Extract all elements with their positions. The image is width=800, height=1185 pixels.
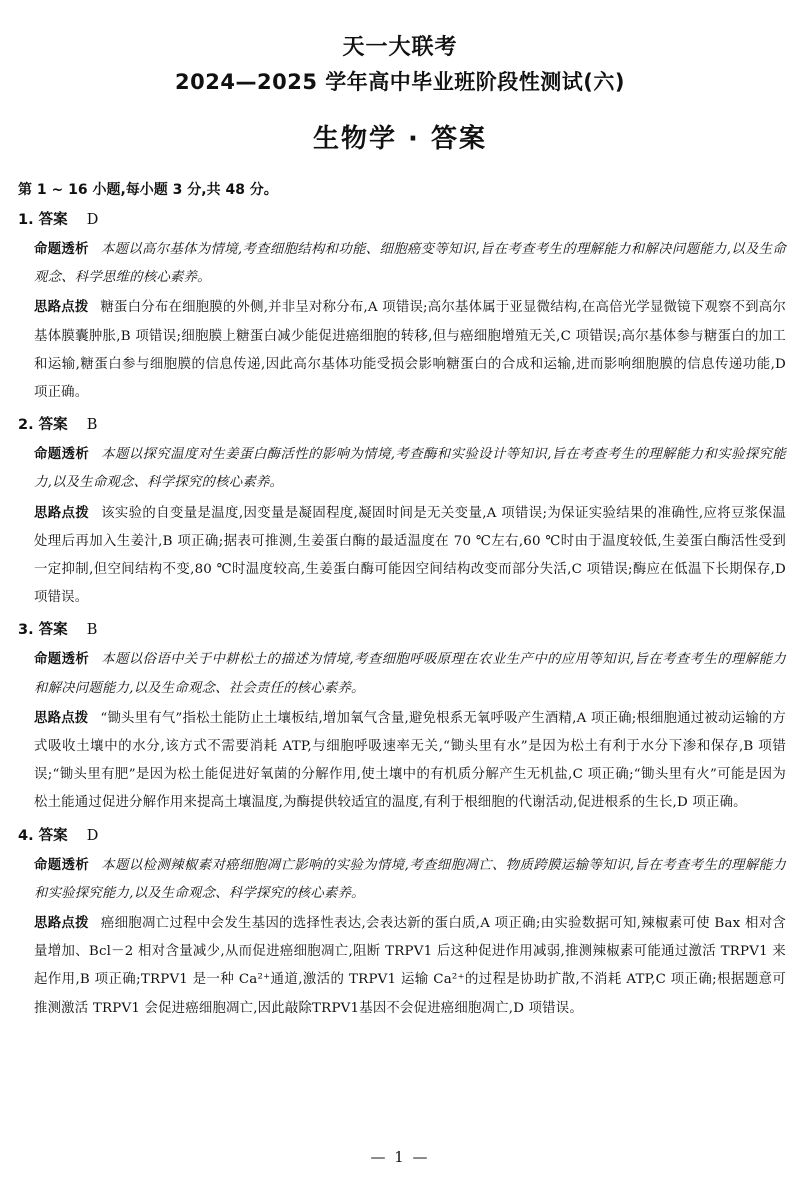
analysis-label: 命题透析 bbox=[34, 652, 90, 668]
analysis-text: 本题以检测辣椒素对癌细胞凋亡影响的实验为情境,考查细胞凋亡、物质跨膜运输等知识,旨在考查考生的理解能力和实验探究能力,以及生命观念、科学探究的核心素养。 bbox=[34, 857, 786, 901]
answer-line bbox=[18, 618, 786, 642]
analysis-paragraph bbox=[18, 852, 786, 908]
question-block-1 bbox=[18, 208, 786, 407]
answer-value: B bbox=[86, 417, 98, 434]
hint-label: 思路点拨 bbox=[34, 710, 89, 726]
answer-value: D bbox=[86, 212, 99, 228]
question-number: 2. bbox=[18, 417, 34, 434]
hint-text: 癌细胞凋亡过程中会发生基因的选择性表达,会表达新的蛋白质,A 项正确;由实验数据可知,辣椒素可使 Bax 相对含量增加、Bcl－2 相对含量减少,从而促进癌细胞凋亡,阻断 TRPV1 后这种促进作用减弱,推测辣椒素可能通过激活 TRPV1 来起作用,B 项正确;TRPV1 是一种 Ca²⁺通道,激活的 TRPV1 运输 Ca²⁺的过程是协助扩散,不消耗 ATP,C 项正确;根据题意可推测激活 TRPV1 会促进癌细胞凋亡,因此敲除TRPV1基因不会促进癌细胞凋亡,D 项错误。 bbox=[34, 916, 786, 1016]
analysis-text: 本题以高尔基体为情境,考查细胞结构和功能、细胞癌变等知识,旨在考查考生的理解能力和解决问题能力,以及生命观念、科学思维的核心素养。 bbox=[34, 242, 786, 286]
hint-label: 思路点拨 bbox=[34, 300, 89, 316]
analysis-label: 命题透析 bbox=[34, 242, 89, 257]
answer-label: 答案 bbox=[38, 622, 68, 639]
hint-text: 糖蛋白分布在细胞膜的外侧,并非呈对称分布,A 项错误;高尔基体属于亚显微结构,在高倍光学显微镜下观察不到高尔基体膜囊肿胀,B 项错误;细胞膜上糖蛋白减少能促进癌细胞的转移,但与癌细胞增殖无关,C 项错误;高尔基体参与糖蛋白的加工和运输,糖蛋白参与细胞膜的信息传递,因此高尔基体功能受损会影响糖蛋白的合成和运输,进而影响细胞膜的信息传递功能,D 项正确。 bbox=[34, 300, 786, 401]
exam-session-title: 2024—2025 学年高中毕业班阶段性测试(六) bbox=[175, 70, 625, 94]
hint-text: “锄头里有气”指松土能防止土壤板结,增加氧气含量,避免根系无氧呼吸产生酒精,A 项正确;根细胞通过被动运输的方式吸收土壤中的水分,该方式不需要消耗 ATP,与细胞呼吸速率无关,“锄头里有水”是因为松土有利于水分下渗和保存,B 项错误;“锄头里有肥”是因为松土能促进好氧菌的分解作用,使土壤中的有机质分解产生无机盐,C 项正确;“锄头里有火”可能是因为松土能通过促进分解作用来提高土壤温度,为酶提供较适宜的温度,有利于根细胞的代谢活动,促进根系的生长,D 项正确。 bbox=[34, 710, 786, 811]
question-number: 4. bbox=[18, 827, 34, 844]
question-block-3 bbox=[18, 618, 786, 817]
question-block-4 bbox=[18, 824, 786, 1023]
answer-line bbox=[18, 824, 786, 848]
hint-paragraph bbox=[18, 910, 786, 1023]
analysis-paragraph bbox=[18, 236, 786, 292]
answer-label: 答案 bbox=[38, 212, 68, 228]
analysis-text: 本题以俗语中关于中耕松土的描述为情境,考查细胞呼吸原理在农业生产中的应用等知识,旨在考查考生的理解能力和解决问题能力,以及生命观念、社会责任的核心素养。 bbox=[34, 652, 786, 696]
analysis-label: 命题透析 bbox=[34, 857, 90, 873]
hint-paragraph bbox=[18, 705, 786, 818]
answer-line bbox=[18, 208, 786, 232]
hint-paragraph bbox=[18, 294, 786, 407]
hint-label: 思路点拨 bbox=[34, 505, 90, 521]
question-block-2 bbox=[18, 413, 786, 612]
analysis-paragraph bbox=[18, 646, 786, 702]
hint-label: 思路点拨 bbox=[34, 916, 89, 932]
analysis-text: 本题以探究温度对生姜蛋白酶活性的影响为情境,考查酶和实验设计等知识,旨在考查考生的理解能力和实验探究能力,以及生命观念、科学探究的核心素养。 bbox=[34, 447, 786, 491]
hint-text: 该实验的自变量是温度,因变量是凝固程度,凝固时间是无关变量,A 项错误;为保证实验结果的准确性,应将豆浆保温处理后再加入生姜汁,B 项正确;据表可推测,生姜蛋白酶的最适温度在 70 ℃左右,60 ℃时由于温度较低,生姜蛋白酶活性受到一定抑制,但空间结构不变,80 ℃时温度较高,生姜蛋白酶可能因空间结构改变而部分失活,C 项错误;酶应在低温下长期保存,D 项错误。 bbox=[34, 505, 786, 606]
page-title: 生物学 · 答案 bbox=[313, 124, 487, 154]
hint-paragraph bbox=[18, 500, 786, 613]
analysis-label: 命题透析 bbox=[34, 447, 90, 463]
analysis-paragraph bbox=[18, 441, 786, 497]
answer-label: 答案 bbox=[38, 417, 68, 434]
answer-label: 答案 bbox=[38, 827, 68, 844]
exam-org-title: 天一大联考 bbox=[342, 35, 458, 60]
answer-content bbox=[18, 178, 786, 1025]
page-number: — 1 — bbox=[370, 1148, 430, 1166]
answer-value: B bbox=[86, 622, 98, 639]
answer-line bbox=[18, 413, 786, 437]
scoring-instruction: 第 1 ~ 16 小题,每小题 3 分,共 48 分。 bbox=[18, 182, 278, 198]
question-number: 1. bbox=[18, 212, 34, 228]
question-number: 3. bbox=[18, 622, 34, 639]
answer-value: D bbox=[86, 827, 99, 844]
